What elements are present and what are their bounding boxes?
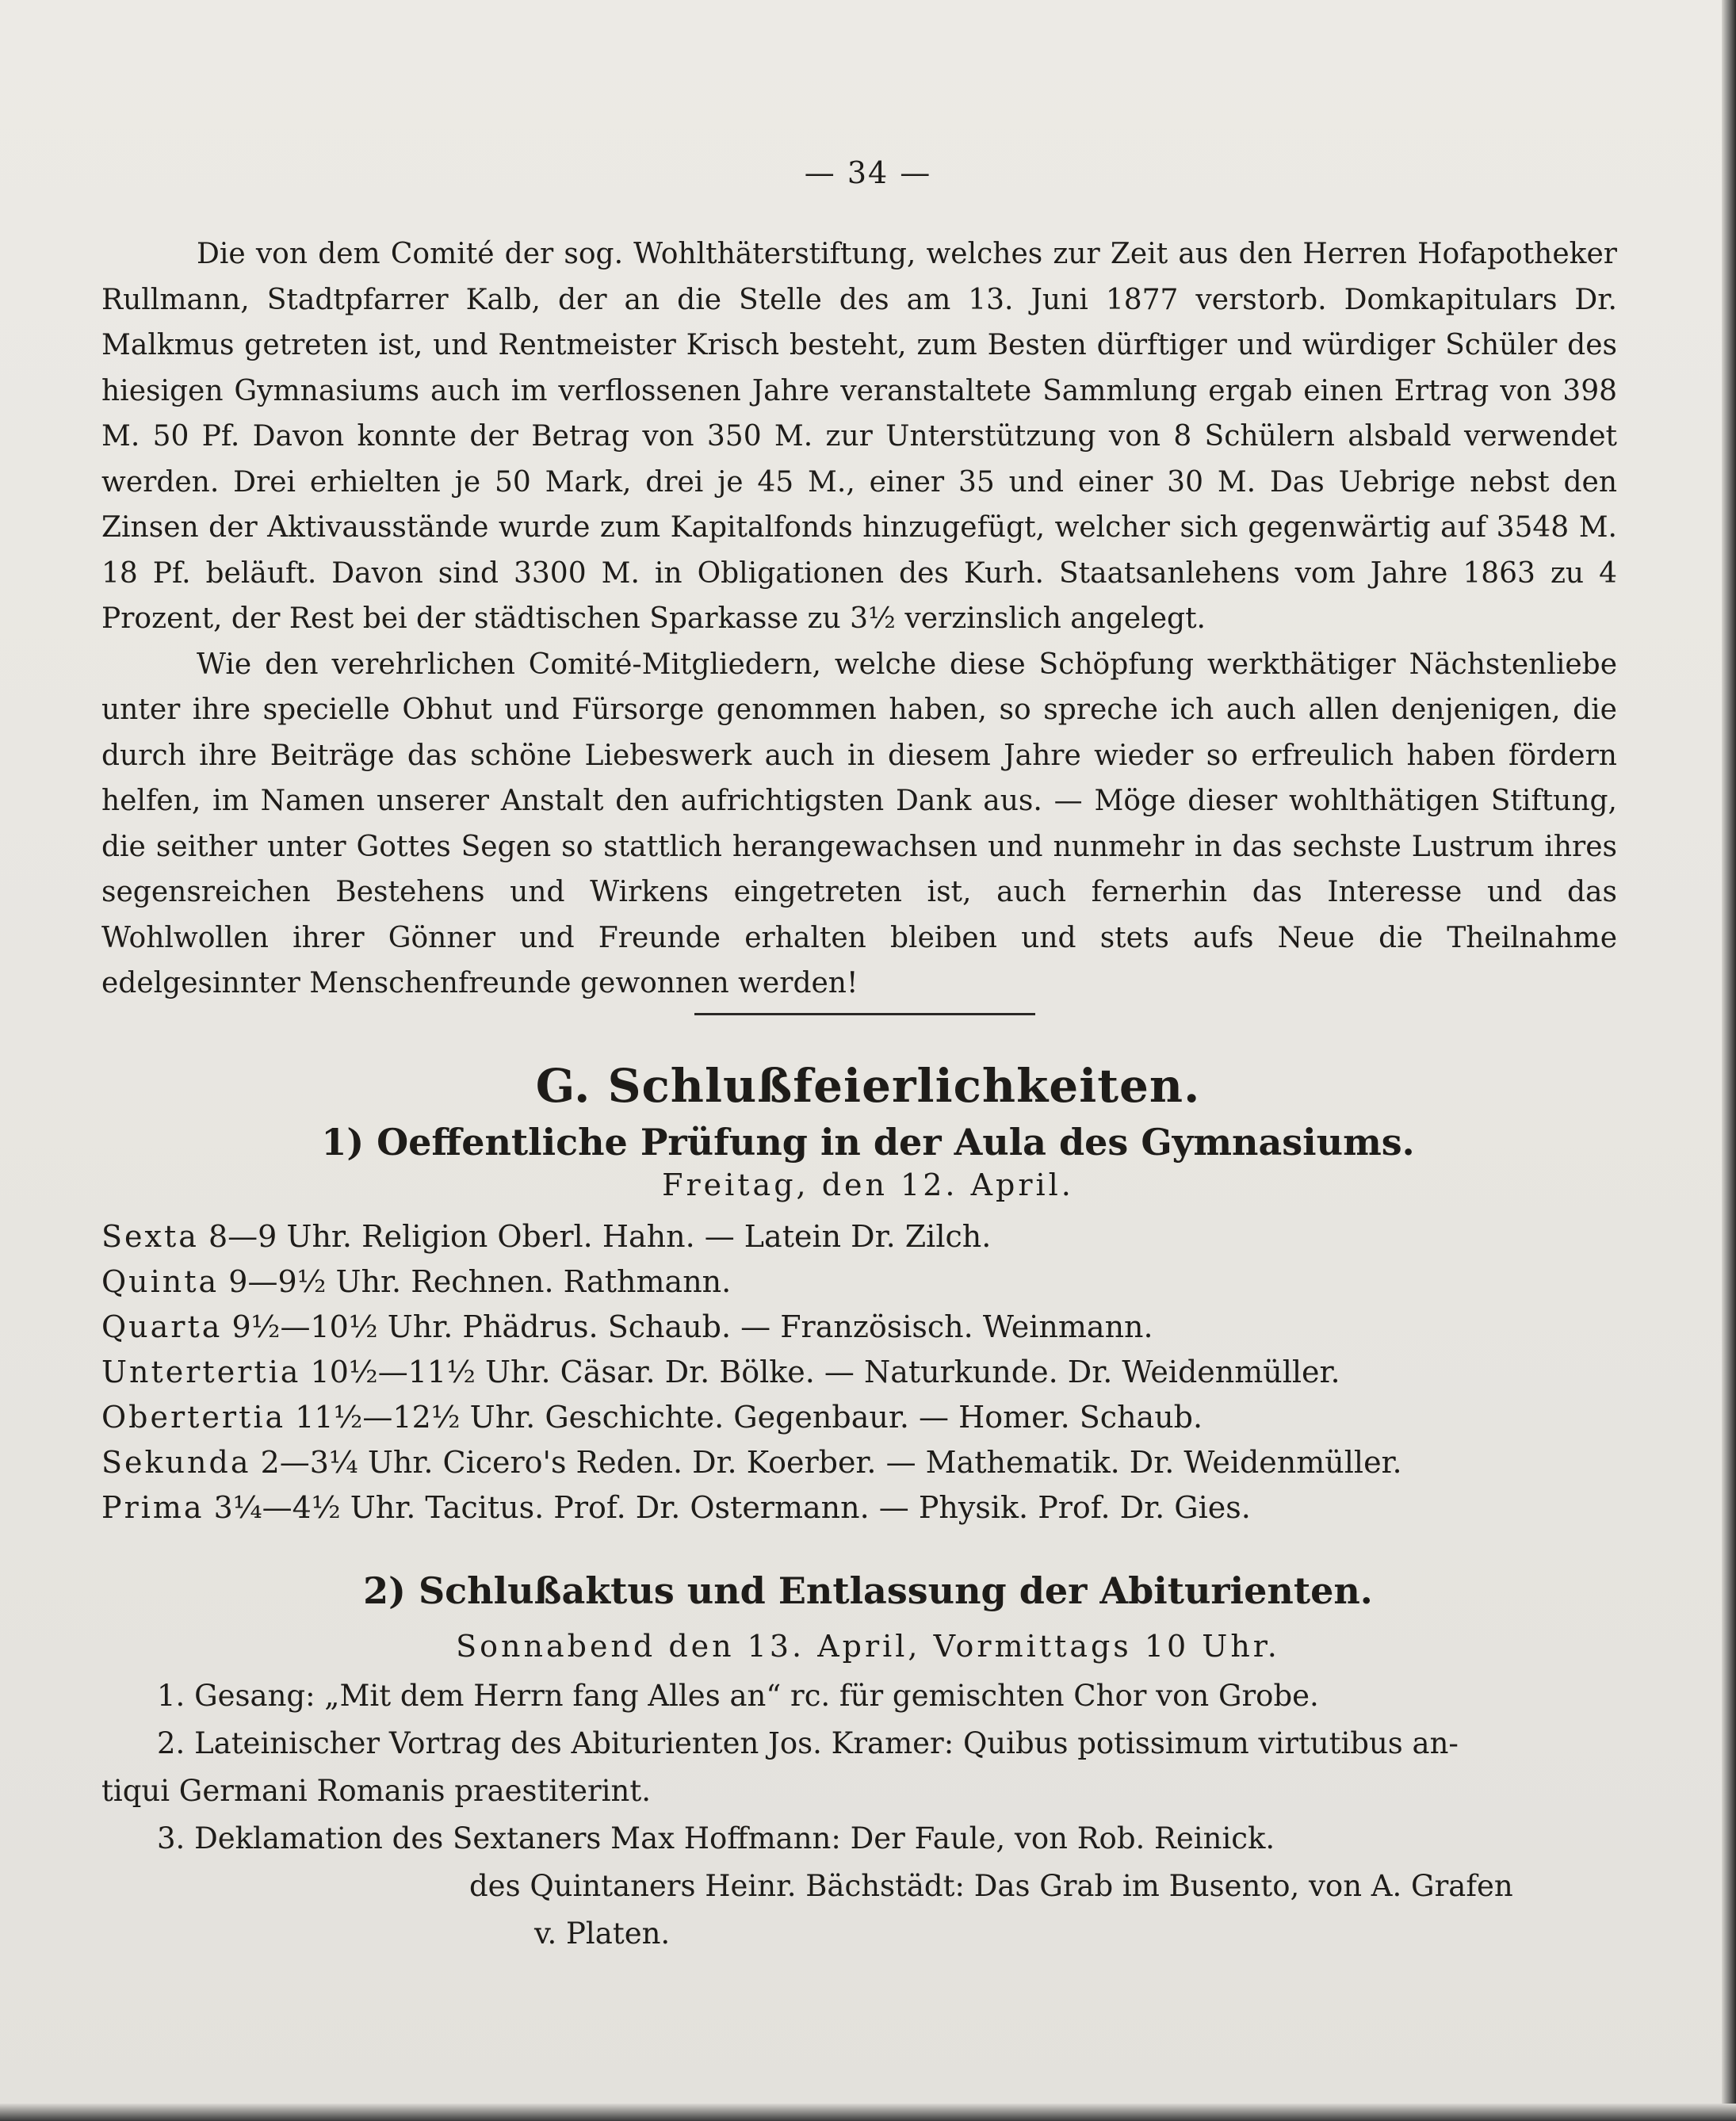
body-text <box>101 231 1617 1007</box>
exam-schedule <box>101 1214 1647 1531</box>
schedule-detail: 9½—10½ Uhr. Phädrus. Schaub. — Französisch. Weinmann. <box>231 1309 1153 1344</box>
schedule-row <box>101 1350 1647 1395</box>
schedule-detail: 9—9½ Uhr. Rechnen. Rathmann. <box>228 1264 732 1299</box>
schedule-row <box>101 1305 1647 1350</box>
schedule-detail: 8—9 Uhr. Religion Oberl. Hahn. — Latein Dr. Zilch. <box>208 1219 992 1254</box>
schedule-row <box>101 1485 1647 1531</box>
schedule-row <box>101 1395 1647 1440</box>
part2-heading: 2) Schlußaktus und Entlassung der Abiturienten. <box>363 1569 1373 1612</box>
page-number: — 34 — <box>804 155 932 190</box>
paragraph-1: Die von dem Comité der sog. Wohlthäterstiftung, welches zur Zeit aus den Herren Hofapotheker Rullmann, Stadtpfarrer Kalb, der an die Stelle des am 13. Juni 1877 verstorb. Domkapitulars Dr. Malkmus getreten ist, und Rentmeister Krisch besteht, zum Besten dürftiger und würdiger Schüler des hiesigen Gymnasiums auch im verflossenen Jahre veranstaltete Sammlung ergab einen Ertrag von 398 M. 50 Pf. Davon konnte der Betrag von 350 M. zur Unterstützung von 8 Schülern alsbald verwendet werden. Drei erhielten je 50 Mark, drei je 45 M., einer 35 und einer 30 M. Das Uebrige nebst den Zinsen der Aktivausstände wurde zum Kapitalfonds hinzugefügt, welcher sich gegenwärtig auf 3548 M. 18 Pf. beläuft. Davon sind 3300 M. in Obligationen des Kurh. Staatsanlehens vom Jahre 1863 zu 4 Prozent, der Rest bei der städtischen Sparkasse zu 3½ verzinslich angelegt. <box>101 238 1617 635</box>
schedule-detail: 11½—12½ Uhr. Geschichte. Gegenbaur. — Homer. Schaub. <box>295 1400 1203 1435</box>
class-name: Quinta <box>101 1264 220 1299</box>
program-subitem-continuation: v. Platen. <box>534 1917 671 1951</box>
section-title: G. Schlußfeierlichkeiten. <box>535 1059 1201 1113</box>
schedule-row <box>101 1214 1647 1259</box>
program-item: 3. Deklamation des Sextaners Max Hoffmann: Der Faule, von Rob. Reinick. <box>157 1821 1275 1855</box>
schedule-row <box>101 1440 1647 1485</box>
scan-edge-bottom <box>0 2104 1736 2121</box>
program-item-continuation: tiqui Germani Romanis praestiterint. <box>101 1774 651 1808</box>
part1-date: Freitag, den 12. April. <box>662 1168 1074 1202</box>
schedule-detail: 2—3¼ Uhr. Cicero's Reden. Dr. Koerber. — Mathematik. Dr. Weidenmüller. <box>260 1445 1402 1480</box>
class-name: Quarta <box>101 1309 223 1344</box>
class-name: Untertertia <box>101 1355 301 1389</box>
program-item: 1. Gesang: „Mit dem Herrn fang Alles an“ rc. für gemischten Chor von Grobe. <box>157 1679 1319 1713</box>
part1-heading: 1) Oeffentliche Prüfung in der Aula des Gymnasiums. <box>321 1121 1415 1164</box>
paragraph-2: Wie den verehrlichen Comité-Mitgliedern, welche diese Schöpfung werkthätiger Nächstenliebe unter ihre specielle Obhut und Fürsorge genommen haben, so spreche ich auch allen denjenigen, die durch ihre Beiträge das schöne Liebeswerk auch in diesem Jahre wieder so erfreulich haben fördern helfen, im Namen unserer Anstalt den aufrichtigsten Dank aus. — Möge dieser wohlthätigen Stiftung, die seither unter Gottes Segen so stattlich herangewachsen und nunmehr in das sechste Lustrum ihres segensreichen Bestehens und Wirkens eingetreten ist, auch fernerhin das Interesse und das Wohlwollen ihrer Gönner und Freunde erhalten bleiben und stets aufs Neue die Theilnahme edelgesinnter Menschenfreunde gewonnen werden! <box>101 648 1617 999</box>
class-name: Sekunda <box>101 1445 251 1480</box>
class-name: Sexta <box>101 1219 199 1254</box>
section-divider <box>694 1013 1035 1015</box>
class-name: Obertertia <box>101 1400 286 1435</box>
schedule-row <box>101 1259 1647 1305</box>
schedule-detail: 10½—11½ Uhr. Cäsar. Dr. Bölke. — Naturkunde. Dr. Weidenmüller. <box>310 1355 1340 1389</box>
ceremony-program <box>101 1672 1631 1958</box>
program-subitem: des Quintaners Heinr. Bächstädt: Das Grab im Busento, von A. Grafen <box>469 1869 1513 1903</box>
class-name: Prima <box>101 1490 205 1525</box>
schedule-detail: 3¼—4½ Uhr. Tacitus. Prof. Dr. Ostermann. — Physik. Prof. Dr. Gies. <box>213 1490 1251 1525</box>
program-item: 2. Lateinischer Vortrag des Abiturienten Jos. Kramer: Quibus potissimum virtutibus an- <box>157 1726 1459 1760</box>
part2-date: Sonnabend den 13. April, Vormittags 10 Uhr. <box>456 1629 1280 1664</box>
